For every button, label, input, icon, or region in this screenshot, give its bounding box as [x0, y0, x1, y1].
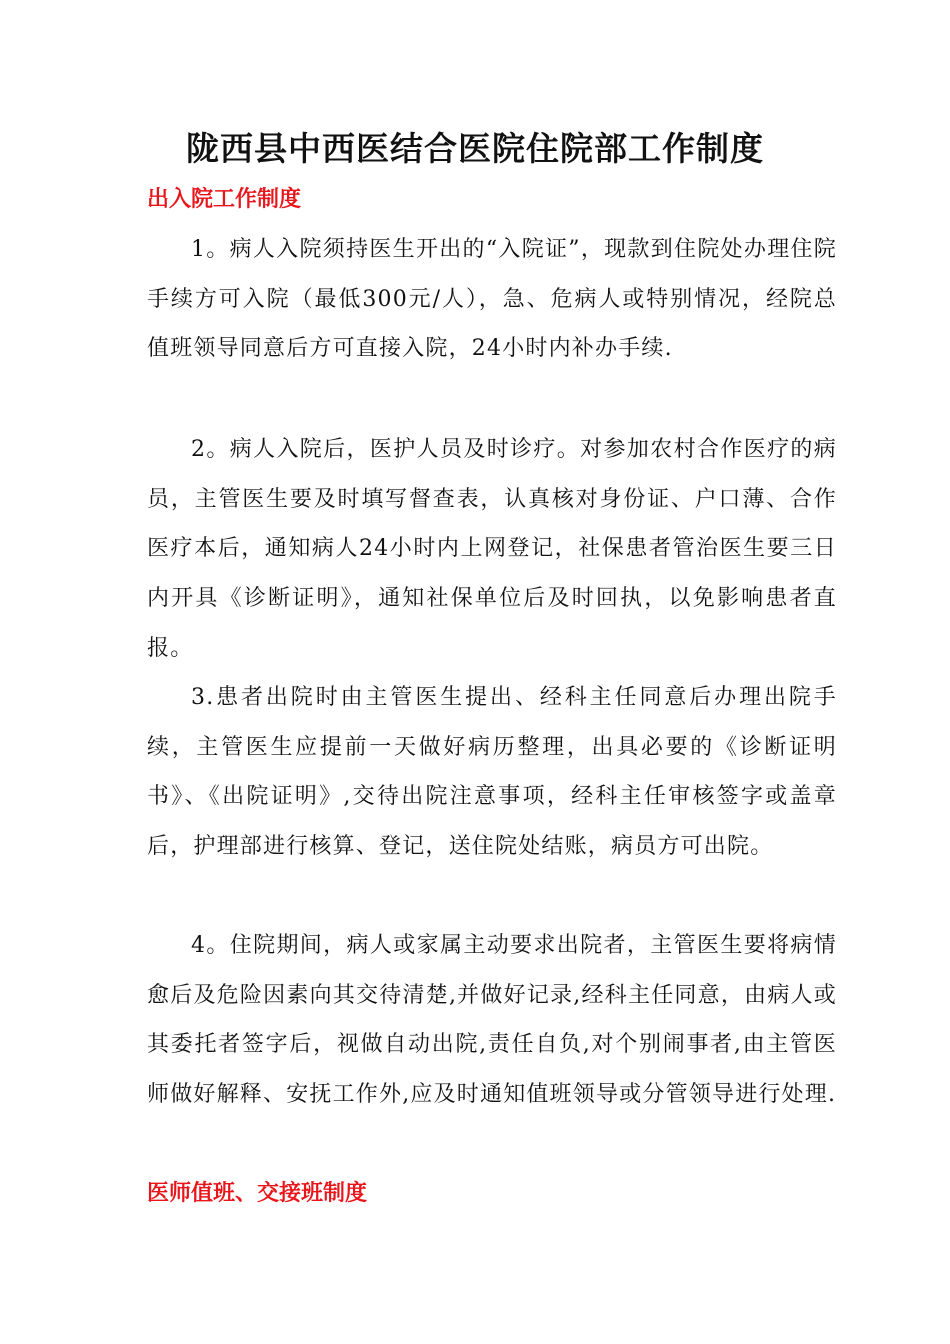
section-heading-admission-discharge: 出入院工作制度 [147, 187, 302, 212]
paragraph-4: 4。住院期间，病人或家属主动要求出院者，主管医生要将病情愈后及危险因素向其交待清楚,并做好记录,经科主任同意，由病人或其委托者签字后，视做自动出院,责任自负,对个别闹事者,由主管医师做好解释、安抚工作外,应及时通知值班领导或分管领导进行处理. [147, 933, 837, 1108]
paragraph-3: 3.患者出院时由主管医生提出、经科主任同意后办理出院手续，主管医生应提前一天做好病历整理，出具必要的《诊断证明书》、《出院证明》,交待出院注意事项，经科主任审核签字或盖章后，护理部进行核算、登记，送住院处结账，病员方可出院。 [147, 685, 837, 860]
document-title: 陇西县中西医结合医院住院部工作制度 [186, 129, 764, 168]
paragraph-2: 2。病人入院后，医护人员及时诊疗。对参加农村合作医疗的病员，主管医生要及时填写督查表，认真核对身份证、户口薄、合作医疗本后，通知病人24小时内上网登记，社保患者管治医生要三日内开具《诊断证明》，通知社保单位后及时回执，以免影响患者直报。 [147, 437, 837, 661]
paragraph-1: 1。病人入院须持医生开出的“入院证”，现款到住院处办理住院手续方可入院（最低300元/人），急、危病人或特别情况，经院总值班领导同意后方可直接入院，24小时内补办手续. [147, 237, 837, 362]
section-heading-duty-handover: 医师值班、交接班制度 [147, 1181, 368, 1206]
